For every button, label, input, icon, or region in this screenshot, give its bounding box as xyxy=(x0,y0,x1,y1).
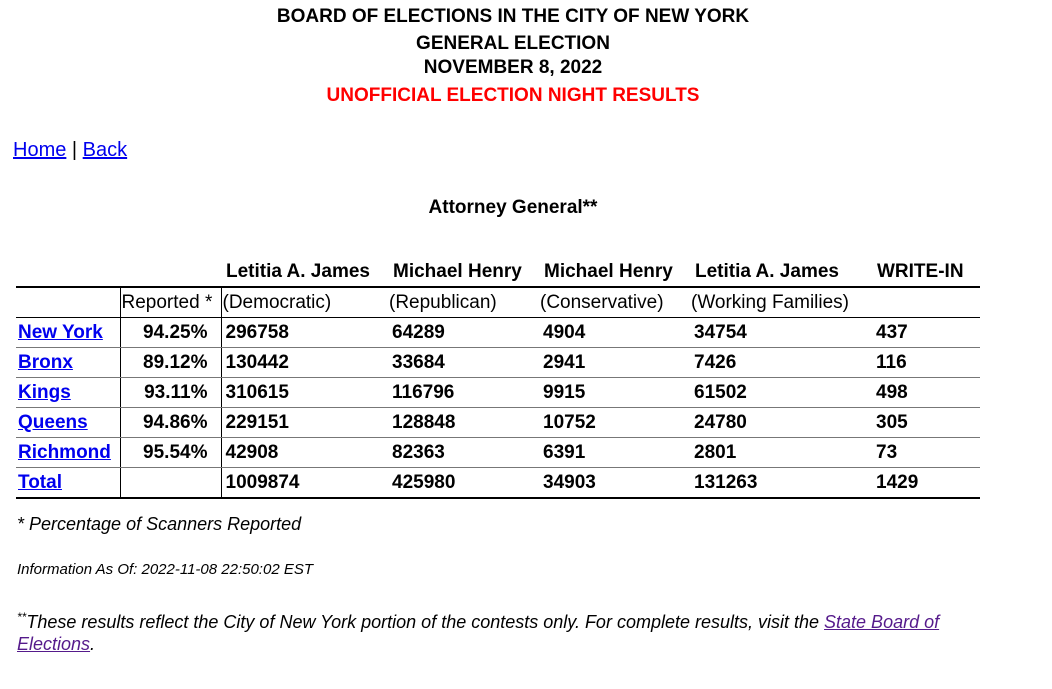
party-label xyxy=(872,287,980,318)
scanner-note: * Percentage of Scanners Reported xyxy=(17,514,302,534)
borough-link-kings[interactable]: Kings xyxy=(18,381,71,403)
vote-count: 61502 xyxy=(690,378,872,408)
total-votes: 131263 xyxy=(690,468,872,499)
vote-count: 73 xyxy=(872,438,980,468)
reported-pct xyxy=(120,468,221,499)
board-title: BOARD OF ELECTIONS IN THE CITY OF NEW YORK xyxy=(276,6,750,27)
vote-count: 305 xyxy=(872,408,980,438)
vote-count: 128848 xyxy=(388,408,539,438)
home-link[interactable]: Home xyxy=(13,139,67,161)
vote-count: 116796 xyxy=(388,378,539,408)
contest-title: Attorney General** xyxy=(428,197,598,218)
table-row xyxy=(16,318,980,348)
total-row xyxy=(16,468,980,499)
total-votes: 34903 xyxy=(539,468,690,499)
total-votes: 1429 xyxy=(872,468,980,499)
vote-count: 498 xyxy=(872,378,980,408)
borough-cell xyxy=(16,348,120,378)
borough-link-new-york[interactable]: New York xyxy=(18,321,103,343)
table-row xyxy=(16,438,980,468)
total-votes: 1009874 xyxy=(221,468,388,499)
candidate-name: Michael Henry xyxy=(393,260,522,282)
reported-header: Reported * xyxy=(120,287,221,318)
election-date: NOVEMBER 8, 2022 xyxy=(423,57,603,78)
party-row xyxy=(16,287,980,318)
reported-pct: 94.25% xyxy=(120,318,221,348)
table-row xyxy=(16,408,980,438)
vote-count: 64289 xyxy=(388,318,539,348)
vote-count: 34754 xyxy=(690,318,872,348)
unofficial-results-banner: UNOFFICIAL ELECTION NIGHT RESULTS xyxy=(326,85,700,106)
table-row xyxy=(16,378,980,408)
vote-count: 130442 xyxy=(221,348,388,378)
back-link[interactable]: Back xyxy=(82,139,128,161)
borough-cell xyxy=(16,318,120,348)
disclaimer-text: These results reflect the City of New York portion of the contests only. For complete results, visit the xyxy=(26,612,825,632)
vote-count: 10752 xyxy=(539,408,690,438)
disclaimer-end: . xyxy=(90,634,96,654)
vote-count: 6391 xyxy=(539,438,690,468)
vote-count: 437 xyxy=(872,318,980,348)
candidate-name: Letitia A. James xyxy=(695,260,839,282)
vote-count: 229151 xyxy=(221,408,388,438)
candidate-name: Michael Henry xyxy=(544,260,673,282)
vote-count: 2941 xyxy=(539,348,690,378)
party-label: (Conservative) xyxy=(539,287,690,318)
vote-count: 24780 xyxy=(690,408,872,438)
nav-separator: | xyxy=(66,139,83,161)
election-title: GENERAL ELECTION xyxy=(416,33,610,54)
borough-cell xyxy=(16,438,120,468)
vote-count: 2801 xyxy=(690,438,872,468)
info-timestamp: Information As Of: 2022-11-08 22:50:02 EST xyxy=(17,561,314,578)
borough-link-queens[interactable]: Queens xyxy=(18,411,88,433)
results-table xyxy=(16,257,980,499)
borough-link-bronx[interactable]: Bronx xyxy=(18,351,73,373)
reported-pct: 89.12% xyxy=(120,348,221,378)
borough-cell xyxy=(16,378,120,408)
disclaimer-mark: ** xyxy=(17,610,27,624)
vote-count: 116 xyxy=(872,348,980,378)
borough-cell xyxy=(16,468,120,499)
party-label: (Democratic) xyxy=(221,287,388,318)
vote-count: 42908 xyxy=(221,438,388,468)
state-board-link[interactable]: State Board of Elections xyxy=(17,612,940,654)
candidate-name: WRITE-IN xyxy=(877,260,964,282)
vote-count: 296758 xyxy=(221,318,388,348)
reported-pct: 95.54% xyxy=(120,438,221,468)
vote-count: 82363 xyxy=(388,438,539,468)
borough-cell xyxy=(16,408,120,438)
disclaimer xyxy=(17,606,977,655)
nav-links xyxy=(13,139,127,162)
total-link[interactable]: Total xyxy=(18,471,62,493)
candidate-row xyxy=(16,257,980,287)
party-label: (Republican) xyxy=(388,287,539,318)
reported-pct: 94.86% xyxy=(120,408,221,438)
borough-link-richmond[interactable]: Richmond xyxy=(18,441,111,463)
vote-count: 4904 xyxy=(539,318,690,348)
vote-count: 9915 xyxy=(539,378,690,408)
total-votes: 425980 xyxy=(388,468,539,499)
reported-pct: 93.11% xyxy=(120,378,221,408)
table-row xyxy=(16,348,980,378)
vote-count: 33684 xyxy=(388,348,539,378)
vote-count: 310615 xyxy=(221,378,388,408)
party-label: (Working Families) xyxy=(690,287,872,318)
vote-count: 7426 xyxy=(690,348,872,378)
candidate-name: Letitia A. James xyxy=(226,260,370,282)
